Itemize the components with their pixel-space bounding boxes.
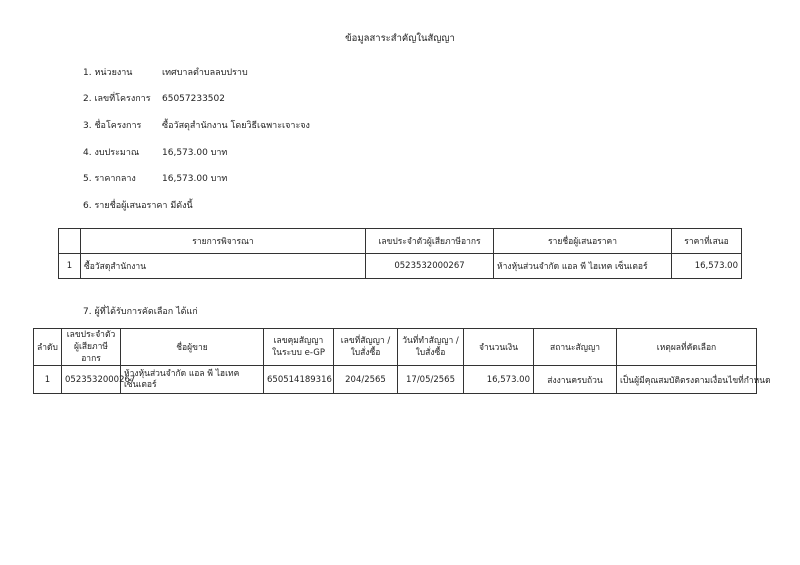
cell-tax-id: 0523532000267 — [62, 366, 121, 394]
header-cell-contract-date — [398, 329, 464, 366]
cell-status: ส่งงานครบถ้วน — [534, 366, 617, 394]
header-cell-amount: จำนวนเงิน — [464, 329, 534, 366]
header-cell-status: สถานะสัญญา — [534, 329, 617, 366]
field-value: ซื้อวัสดุสำนักงาน โดยวิธีเฉพาะเจาะจง — [162, 121, 310, 131]
field-label: 2. เลขที่โครงการ — [83, 94, 151, 104]
header-line: ในระบบ e-GP — [272, 348, 325, 358]
document-title: ข้อมูลสาระสำคัญในสัญญา — [345, 33, 455, 44]
header-cell-number — [59, 229, 81, 254]
bidders-heading: 6. รายชื่อผู้เสนอราคา มีดังนี้ — [83, 201, 193, 211]
field-budget — [83, 147, 227, 159]
header-cell-tax-id — [62, 329, 121, 366]
bidders-table — [58, 228, 742, 279]
cell-vendor — [121, 366, 264, 394]
table-row — [59, 254, 742, 279]
field-label: 4. งบประมาณ — [83, 148, 140, 158]
header-line: เลขที่สัญญา / — [340, 336, 391, 346]
table-header-row — [59, 229, 742, 254]
field-value: 16,573.00 บาท — [162, 174, 228, 184]
vendor-line: เซ็นเตอร์ — [124, 379, 157, 390]
header-line: ผู้เสียภาษีอากร — [73, 342, 109, 364]
header-cell-tax-id: เลขประจำตัวผู้เสียภาษีอากร — [366, 229, 494, 254]
field-value: 16,573.00 บาท — [162, 148, 228, 158]
cell-contract-number: 204/2565 — [334, 366, 398, 394]
field-label: 1. หน่วยงาน — [83, 68, 133, 78]
field-value: 65057233502 — [162, 94, 225, 104]
cell-contract-date: 17/05/2565 — [398, 366, 464, 394]
header-cell-item: รายการพิจารณา — [81, 229, 366, 254]
header-cell-bidder: รายชื่อผู้เสนอราคา — [494, 229, 672, 254]
field-label: 3. ชื่อโครงการ — [83, 121, 142, 131]
field-value: เทศบาลตำบลลบปราบ — [162, 68, 248, 78]
field-median-price — [83, 173, 227, 185]
selected-heading: 7. ผู้ที่ได้รับการคัดเลือก ได้แก่ — [83, 307, 198, 317]
cell-price: 16,573.00 — [672, 254, 742, 279]
cell-bidder: ห้างหุ้นส่วนจำกัด แอล พี ไฮเทค เซ็นเตอร์ — [494, 254, 672, 279]
header-cell-price: ราคาที่เสนอ — [672, 229, 742, 254]
header-line: เลขประจำตัว — [66, 330, 116, 340]
header-cell-vendor: ชื่อผู้ขาย — [121, 329, 264, 366]
header-line: เลขคุมสัญญา — [273, 336, 324, 346]
cell-number: 1 — [34, 366, 62, 394]
header-cell-egp — [264, 329, 334, 366]
cell-amount: 16,573.00 — [464, 366, 534, 394]
field-agency — [83, 67, 248, 79]
field-project-name — [83, 120, 310, 132]
cell-egp-number: 650514189316 — [264, 366, 334, 394]
cell-item: ซื้อวัสดุสำนักงาน — [81, 254, 366, 279]
header-line: ใบสั่งซื้อ — [415, 348, 446, 358]
field-label: 5. ราคากลาง — [83, 174, 136, 184]
table-row — [34, 366, 757, 394]
vendor-line: ห้างหุ้นส่วนจำกัด แอล พี ไฮเทค — [124, 368, 240, 379]
cell-tax-id: 0523532000267 — [366, 254, 494, 279]
header-line: วันที่ทำสัญญา / — [402, 336, 459, 346]
header-cell-reason: เหตุผลที่คัดเลือก — [617, 329, 757, 366]
cell-reason: เป็นผู้มีคุณสมบัติตรงตามเงื่อนไขที่กำหนด — [617, 366, 757, 394]
selected-vendor-table — [33, 328, 771, 394]
header-cell-contract-number — [334, 329, 398, 366]
table-header-row — [34, 329, 757, 366]
field-project-number — [83, 93, 225, 105]
header-cell-number: ลำดับ — [34, 329, 62, 366]
header-line: ใบสั่งซื้อ — [350, 348, 381, 358]
cell-number: 1 — [59, 254, 81, 279]
